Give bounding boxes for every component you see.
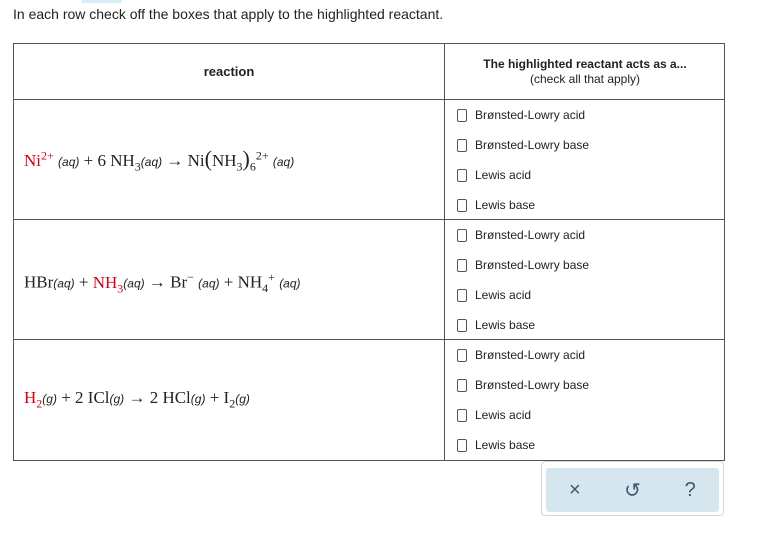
option-lewis-base[interactable]: Lewis base — [457, 317, 535, 333]
checkbox[interactable] — [457, 169, 467, 182]
header-roles-subtitle: (check all that apply) — [529, 71, 641, 86]
option-bronsted-base[interactable]: Brønsted-Lowry base — [457, 137, 589, 153]
option-lewis-acid[interactable]: Lewis acid — [457, 167, 531, 183]
checkbox[interactable] — [457, 409, 467, 422]
header-reaction: reaction — [203, 64, 255, 79]
option-bronsted-acid[interactable]: Brønsted-Lowry acid — [457, 227, 585, 243]
option-lewis-acid[interactable]: Lewis acid — [457, 407, 531, 423]
highlighted-reactant: $H_2$ — [24, 388, 43, 411]
answer-toolbar — [541, 461, 724, 516]
reaction-table — [13, 43, 725, 461]
option-bronsted-base[interactable]: Brønsted-Lowry base — [457, 257, 589, 273]
column-divider — [444, 44, 445, 460]
option-bronsted-acid[interactable]: Brønsted-Lowry acid — [457, 107, 585, 123]
checkbox[interactable] — [457, 439, 467, 452]
checkbox[interactable] — [457, 199, 467, 212]
reaction-equation-1: $Ni^{2+}$ (aq) + 6 $NH_3(aq) \to Ni(NH_3)_6^{2+}$ (aq) — [24, 146, 295, 174]
checkbox[interactable] — [457, 229, 467, 242]
checkbox[interactable] — [457, 319, 467, 332]
undo-icon: ↺ — [624, 479, 641, 502]
arrow-icon: → — [166, 151, 184, 170]
option-lewis-base[interactable]: Lewis base — [457, 437, 535, 453]
instruction-text: In each row check off the boxes that apply to the highlighted reactant. — [13, 6, 444, 22]
checkbox[interactable] — [457, 139, 467, 152]
reaction-equation-3: $H_2(g) + 2$ ICl(g) → 2 $HCl(g) + I_2(g)$ — [24, 388, 250, 411]
arrow-icon: → — [148, 272, 166, 292]
reaction-equation-2: $HBr(aq) + NH_3(aq) \to Br^-$ $(aq) + NH_4^+$ (aq) — [24, 270, 301, 296]
toolbar-panel — [546, 468, 719, 512]
checkbox[interactable] — [457, 289, 467, 302]
row-divider — [14, 219, 724, 220]
highlighted-reactant: $NH_3$ — [92, 272, 124, 296]
help-icon: ? — [684, 478, 696, 501]
help-button[interactable] — [672, 472, 708, 508]
close-icon: × — [568, 478, 581, 501]
arrow-icon: → — [128, 388, 146, 407]
option-lewis-acid[interactable]: Lewis acid — [457, 287, 531, 303]
checkbox[interactable] — [457, 349, 467, 362]
clear-button[interactable] — [557, 472, 593, 508]
checkbox[interactable] — [457, 109, 467, 122]
undo-button[interactable] — [614, 472, 650, 508]
row-divider — [14, 339, 724, 340]
option-bronsted-acid[interactable]: Brønsted-Lowry acid — [457, 347, 585, 363]
row-divider — [14, 99, 724, 100]
checkbox[interactable] — [457, 259, 467, 272]
header-roles — [445, 44, 725, 99]
option-lewis-base[interactable]: Lewis base — [457, 197, 535, 213]
option-bronsted-base[interactable]: Brønsted-Lowry base — [457, 377, 589, 393]
tab-indicator — [82, 0, 122, 3]
checkbox[interactable] — [457, 379, 467, 392]
header-roles-title: The highlighted reactant acts as a... — [483, 56, 687, 71]
highlighted-reactant: $Ni^{2+}$ — [24, 148, 54, 170]
